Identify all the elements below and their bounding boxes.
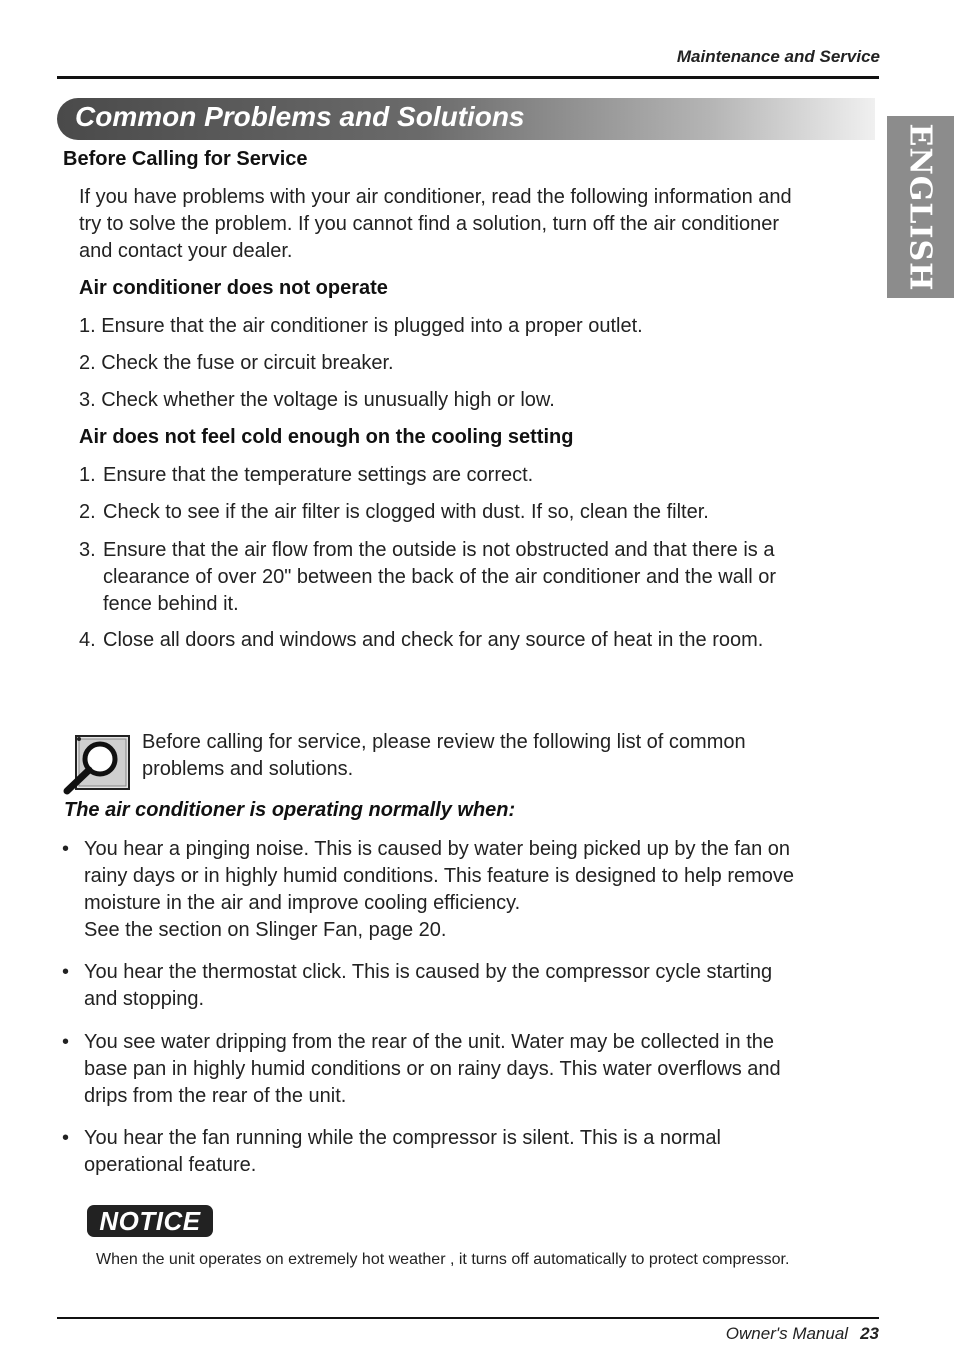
list-item-number: 1. — [79, 464, 96, 486]
notice-badge — [87, 1205, 213, 1237]
bullet-icon: • — [62, 838, 70, 860]
before-calling-heading: Before Calling for Service — [63, 148, 308, 170]
footer-manual-label: Owner's Manual — [725, 1324, 849, 1343]
list-item-line: Ensure that the air flow from the outside is not obstructed and that there is a — [103, 539, 775, 561]
intro-paragraph — [79, 184, 889, 265]
list-item — [62, 1029, 892, 1110]
list-item — [62, 1125, 892, 1179]
list-item-line: fence behind it. — [103, 593, 239, 615]
bullet-line: drips from the rear of the unit. — [84, 1085, 347, 1107]
list-item — [79, 627, 879, 654]
list-item-line: Close all doors and windows and check for any source of heat in the room. — [103, 629, 764, 651]
bullet-line: You hear a pinging noise. This is caused by water being picked up by the fan on — [84, 838, 791, 860]
list-item-number: 2. — [79, 501, 96, 523]
normal-heading: The air conditioner is operating normally when: — [64, 799, 516, 821]
list-item — [62, 959, 892, 1013]
list-item: 3. Check whether the voltage is unusually high or low. — [79, 389, 555, 411]
intro-line: If you have problems with your air conditioner, read the following information and — [79, 186, 792, 208]
notice-text: When the unit operates on extremely hot weather , it turns off automatically to protect compressor. — [96, 1251, 790, 1268]
review-note-line: Before calling for service, please review the following list of common — [142, 731, 746, 753]
list-item-number: 4. — [79, 629, 96, 651]
review-note — [142, 729, 882, 783]
bullet-line: moisture in the air and improve cooling efficiency. — [84, 892, 521, 914]
bullet-line: You hear the thermostat click. This is caused by the compressor cycle starting — [84, 961, 773, 983]
list-item — [79, 499, 879, 526]
list-item-line: Ensure that the temperature settings are correct. — [103, 464, 534, 486]
bullet-line: See the section on Slinger Fan, page 20. — [84, 919, 447, 941]
list-item-number: 3. — [79, 539, 96, 561]
bullet-icon: • — [62, 1127, 70, 1149]
page-number: 23 — [860, 1324, 879, 1343]
list-item-line: Check to see if the air filter is clogged with dust. If so, clean the filter. — [103, 501, 709, 523]
bullet-line: You hear the fan running while the compressor is silent. This is a normal — [84, 1127, 722, 1149]
header-section-title: Maintenance and Service — [676, 47, 880, 66]
list-item — [62, 836, 892, 944]
not-cold-heading: Air does not feel cold enough on the cooling setting — [79, 426, 574, 448]
list-item: 1. Ensure that the air conditioner is plugged into a proper outlet. — [79, 315, 643, 337]
footer — [726, 1324, 879, 1344]
bullet-line: base pan in highly humid conditions or on rainy days. This water overflows and — [84, 1058, 781, 1080]
list-item: 2. Check the fuse or circuit breaker. — [79, 352, 394, 374]
footer-rule — [57, 1317, 879, 1319]
not-operate-heading: Air conditioner does not operate — [79, 277, 388, 299]
list-item — [79, 537, 879, 618]
language-tab-label: ENGLISH — [903, 122, 939, 292]
review-note-line: problems and solutions. — [142, 758, 354, 780]
bullet-icon: • — [62, 961, 70, 983]
bullet-line: rainy days or in highly humid conditions. This feature is designed to help remove — [84, 865, 795, 887]
page-title: Common Problems and Solutions — [75, 101, 525, 132]
bullet-line: operational feature. — [84, 1154, 257, 1176]
bullet-icon: • — [62, 1031, 70, 1053]
magnifier-icon — [62, 733, 132, 795]
bullet-line: You see water dripping from the rear of the unit. Water may be collected in the — [84, 1031, 774, 1053]
language-tab — [887, 116, 954, 298]
intro-line: and contact your dealer. — [79, 240, 293, 262]
intro-line: try to solve the problem. If you cannot find a solution, turn off the air conditioner — [79, 213, 780, 235]
bullet-line: and stopping. — [84, 988, 205, 1010]
list-item-line: clearance of over 20" between the back of the air conditioner and the wall or — [103, 566, 777, 588]
list-item — [79, 462, 879, 489]
header-rule — [57, 76, 879, 79]
notice-label: NOTICE — [99, 1205, 201, 1236]
